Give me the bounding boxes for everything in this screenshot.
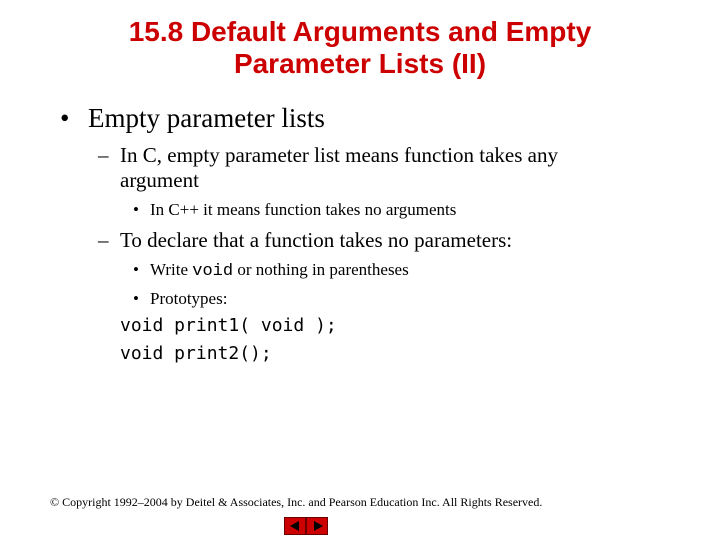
inline-code-void: void (192, 262, 234, 281)
dash-mark: – (98, 143, 109, 167)
subsubbullet-cpp-meaning (133, 199, 457, 221)
subbullet-text-line-2: argument (120, 168, 199, 192)
write-text-after: or nothing in parentheses (233, 260, 409, 279)
dash-mark: – (98, 228, 109, 252)
subsubbullet-text: In C++ it means function takes no arguments (150, 200, 457, 219)
bullet-mark: • (133, 200, 139, 219)
subsubbullet-text: Prototypes: (150, 289, 228, 308)
bullet-mark: • (60, 103, 70, 133)
bullet-text: Empty parameter lists (88, 103, 325, 133)
code-line-print1: void print1( void ); (120, 315, 337, 336)
code-line-print2: void print2(); (120, 343, 272, 364)
subsubbullet-prototypes (133, 288, 228, 310)
subbullet-c-empty-list (98, 143, 558, 193)
previous-slide-button[interactable] (284, 517, 306, 535)
bullet-empty-parameter-lists (60, 102, 325, 134)
write-text-before: Write (150, 260, 193, 279)
subbullet-text: To declare that a function takes no parameters: (120, 228, 513, 252)
subbullet-declare-no-params (98, 228, 513, 253)
subsubbullet-write-void (133, 259, 409, 283)
slide-title-line-1: 15.8 Default Arguments and Empty (128, 16, 592, 47)
bullet-mark: • (133, 289, 139, 308)
subbullet-text-line-1: In C, empty parameter list means function takes any (120, 143, 558, 167)
bullet-mark: • (133, 260, 139, 279)
slide-title-line-2: Parameter Lists (II) (233, 48, 487, 79)
next-slide-button[interactable] (306, 517, 328, 535)
copyright-footer: © Copyright 1992–2004 by Deitel & Associates, Inc. and Pearson Education Inc. All Rights Reserved. (50, 495, 543, 509)
slide-title (40, 16, 680, 80)
